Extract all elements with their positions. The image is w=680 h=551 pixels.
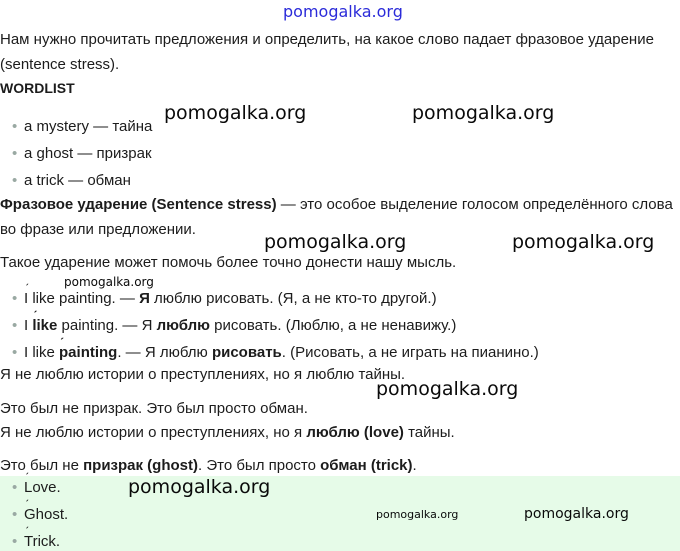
stressed-word: ˊ I [24, 290, 28, 307]
wordlist-title: WORDLIST [0, 80, 75, 96]
task-sentence-1: Я не люблю истории о преступлениях, но я люблю тайны. [0, 366, 406, 383]
watermark: pomogalka.org [64, 275, 154, 289]
stress-answer-item: •ˊ Love. [12, 479, 61, 496]
watermark: pomogalka.org [524, 506, 629, 522]
watermark: pomogalka.org [164, 102, 307, 124]
watermark: pomogalka.org [376, 508, 459, 521]
answer-sentence-1: Я не люблю истории о преступлениях, но я люблю (love) тайны. [0, 424, 455, 441]
intro-paragraph: Нам нужно прочитать предложения и определить, на какое слово падает фразовое ударение (sentence stress). [0, 31, 654, 73]
task-sentence-2: Это был не призрак. Это был просто обман. [0, 400, 308, 417]
definition-term: Фразовое ударение (Sentence stress) [0, 196, 277, 213]
stress-answer-item: •ˊ Trick. [12, 533, 60, 550]
stressed-word: ˊ painting [59, 344, 117, 361]
bullet-icon: • [12, 145, 18, 162]
watermark: pomogalka.org [264, 231, 407, 253]
list-item: • a ghost — призрак [12, 145, 152, 162]
bullet-icon: • [12, 479, 18, 496]
example-item: • I like ˊ painting. — Я люблю рисовать. (Рисовать, а не играть на пианино.) [12, 344, 539, 361]
bullet-icon: • [12, 118, 18, 135]
list-item: • a mystery — тайна [12, 118, 153, 135]
watermark: pomogalka.org [512, 231, 655, 253]
stress-answer-item: •ˊ Ghost. [12, 506, 68, 523]
bullet-icon: • [12, 290, 18, 307]
example-item: • I ˊ like painting. — Я люблю рисовать. (Люблю, а не ненавижу.) [12, 317, 456, 334]
watermark: pomogalka.org [128, 476, 271, 498]
top-watermark: pomogalka.org [283, 2, 403, 21]
answer-sentence-2: Это был не призрак (ghost). Это был просто обман (trick). [0, 457, 417, 474]
example-item: •ˊ I like painting. — Я люблю рисовать. (Я, а не кто-то другой.) [12, 290, 437, 307]
list-item: • a trick — обман [12, 172, 131, 189]
purpose-text: Такое ударение может помочь более точно донести нашу мысль. [0, 254, 457, 271]
definition-paragraph: Фразовое ударение (Sentence stress) — это особое выделение голосом определённого слова во фразе или предложении. [0, 196, 673, 238]
watermark: pomogalka.org [412, 102, 555, 124]
bullet-icon: • [12, 533, 18, 550]
bullet-icon: • [12, 172, 18, 189]
stressed-word: ˊ like [32, 317, 57, 334]
bullet-icon: • [12, 317, 18, 334]
bullet-icon: • [12, 506, 18, 523]
bullet-icon: • [12, 344, 18, 361]
watermark: pomogalka.org [376, 378, 519, 400]
